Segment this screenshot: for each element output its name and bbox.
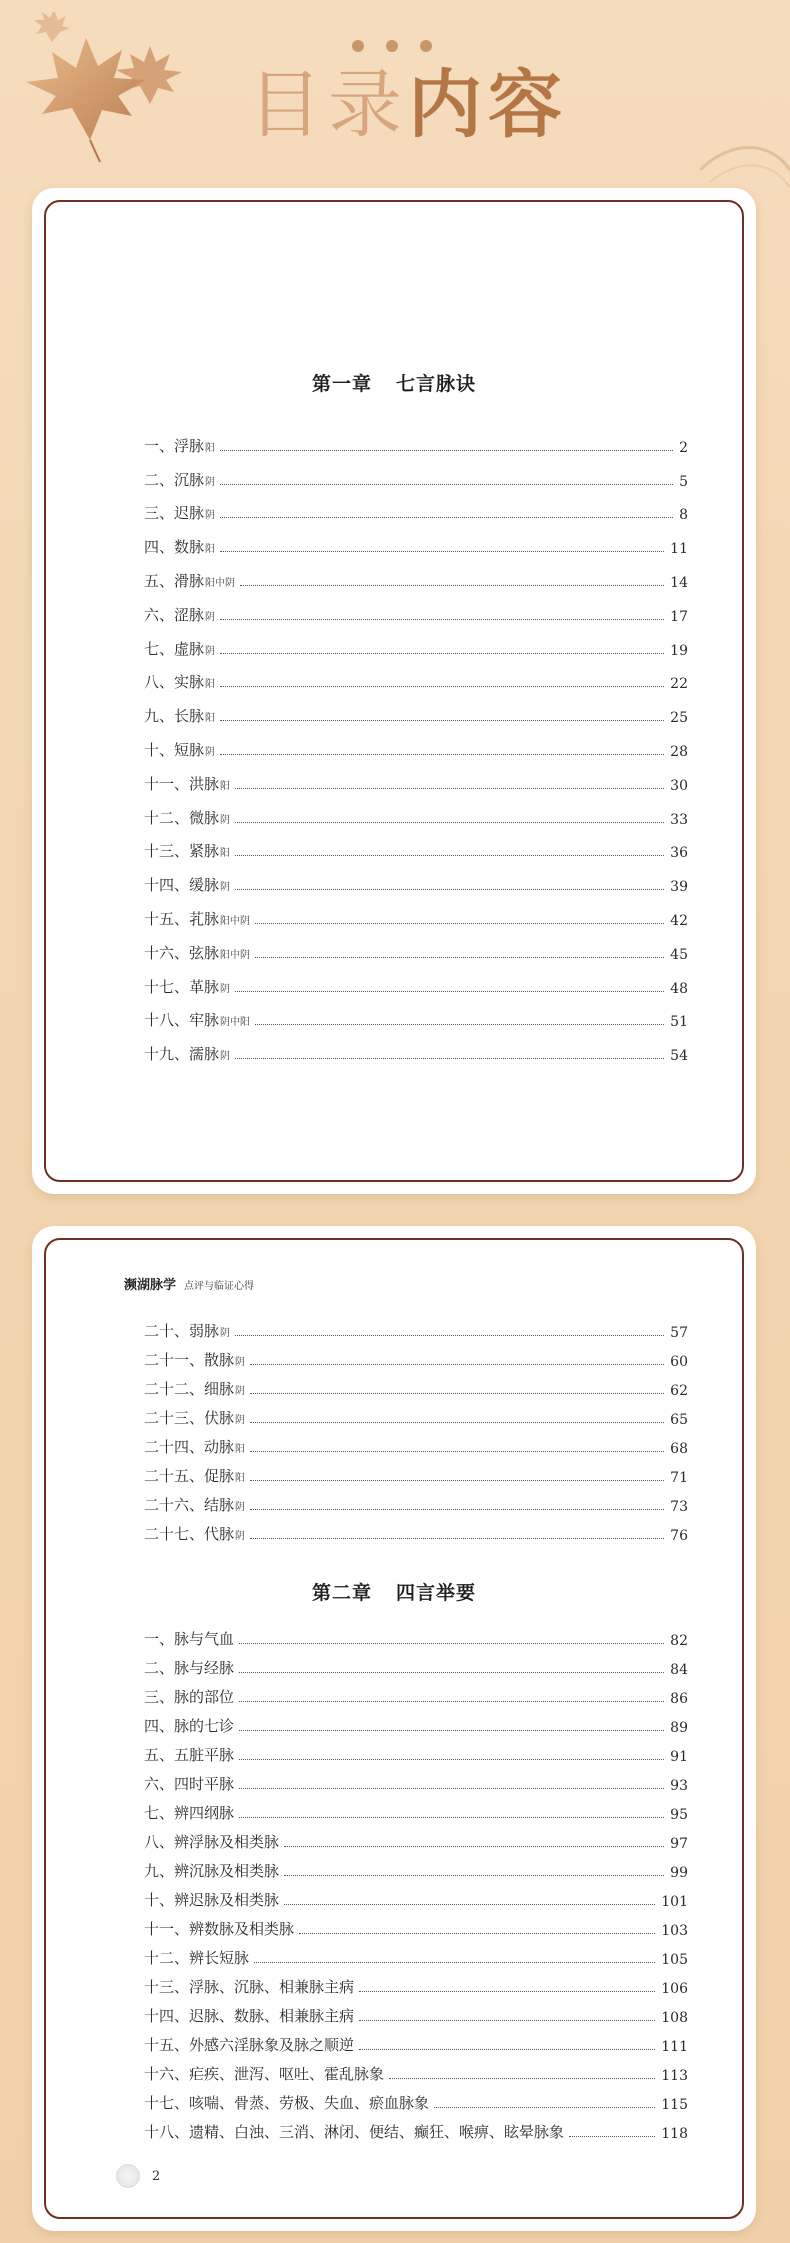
dot-leader [239, 1788, 664, 1789]
entry-page-number: 17 [670, 608, 688, 625]
entry-title-text: 六、四时平脉 [144, 1775, 235, 1793]
toc-entry[interactable] [144, 557, 688, 591]
entry-title-text: 十九、濡脉 [144, 1045, 220, 1064]
yin-yang-tag: 阳 [235, 1473, 246, 1484]
entry-title [144, 807, 230, 828]
entry-title-text: 九、长脉 [144, 707, 205, 726]
entry-title [144, 1378, 245, 1399]
dot-leader [359, 1991, 655, 1992]
toc-entry[interactable] [144, 1968, 688, 1997]
entry-page-number: 84 [670, 1662, 688, 1678]
entry-title [144, 1715, 234, 1736]
toc-entry[interactable] [144, 490, 688, 524]
entry-title [144, 2005, 354, 2026]
chapter-number: 第二章 [311, 1582, 372, 1604]
entry-title [144, 942, 250, 963]
entry-title [144, 1494, 245, 1515]
entry-title-text: 十四、缓脉 [144, 876, 220, 895]
entry-title-text: 十三、浮脉、沉脉、相兼脉主病 [144, 1978, 355, 1996]
entry-page-number: 57 [670, 1325, 688, 1341]
entry-title-text: 二十、弱脉 [144, 1322, 220, 1340]
entry-title [144, 435, 215, 456]
dot-leader [239, 1672, 664, 1673]
entry-title-text: 十五、芤脉 [144, 909, 220, 928]
dot-leader [239, 1643, 664, 1644]
toc-entry[interactable] [144, 1736, 688, 1765]
toc-entry[interactable] [144, 1515, 688, 1544]
entry-page-number: 73 [670, 1499, 688, 1515]
header-banner [0, 0, 790, 185]
yin-yang-tag: 阳 [205, 442, 216, 454]
entry-page-number: 99 [670, 1865, 688, 1881]
yin-yang-tag: 阴 [235, 1386, 246, 1397]
yin-yang-tag: 阳 [220, 780, 231, 792]
dot-leader [284, 1846, 664, 1847]
dot-leader [235, 1058, 664, 1059]
dot-icon [386, 40, 398, 52]
dot-leader [235, 788, 664, 789]
entry-title [144, 773, 230, 794]
toc-list [144, 1620, 688, 2142]
toc-entry[interactable] [144, 1707, 688, 1736]
entry-title-text: 一、浮脉 [144, 436, 205, 455]
toc-entry[interactable] [144, 692, 688, 726]
yin-yang-tag: 阴 [235, 1357, 246, 1368]
entry-title [144, 502, 215, 523]
entry-title-text: 二十四、动脉 [144, 1438, 235, 1456]
entry-page-number: 60 [670, 1354, 688, 1370]
toc-page-2 [32, 1226, 756, 2231]
entry-title [144, 976, 230, 997]
entry-page-number: 82 [670, 1633, 688, 1649]
dot-leader [220, 619, 664, 620]
toc-entry[interactable] [144, 523, 688, 557]
toc-entry[interactable] [144, 1794, 688, 1823]
entry-title [144, 469, 215, 490]
toc-entry[interactable] [144, 997, 688, 1031]
chapter-heading [32, 1578, 756, 1605]
entry-title-text: 十四、迟脉、数脉、相兼脉主病 [144, 2007, 355, 2025]
entry-title [144, 705, 215, 726]
entry-page-number: 93 [670, 1778, 688, 1794]
toc-entry[interactable] [144, 1852, 688, 1881]
entry-title [144, 1860, 279, 1881]
entry-title [144, 874, 230, 895]
entry-title [144, 2063, 384, 2084]
entry-page-number: 36 [670, 845, 688, 862]
entry-page-number: 65 [670, 1412, 688, 1428]
toc-entry[interactable] [144, 625, 688, 659]
yin-yang-tag: 阴 [205, 611, 216, 623]
maple-leaf-icon [12, 12, 202, 162]
entry-page-number: 28 [670, 743, 688, 760]
entry-title [144, 1349, 245, 1370]
dot-leader [255, 923, 664, 924]
dot-leader [220, 484, 673, 485]
dot-leader [235, 855, 664, 856]
entry-title-text: 五、五脏平脉 [144, 1746, 235, 1764]
entry-title-text: 九、辨沉脉及相类脉 [144, 1862, 280, 1880]
dot-icon [352, 40, 364, 52]
entry-page-number: 111 [661, 2039, 688, 2055]
entry-title [144, 739, 215, 760]
entry-title-text: 八、辨浮脉及相类脉 [144, 1833, 280, 1851]
toc-entry[interactable] [144, 1370, 688, 1399]
entry-title-text: 八、实脉 [144, 673, 205, 692]
entry-title-text: 十七、咳喘、骨蒸、劳极、失血、瘀血脉象 [144, 2094, 430, 2112]
toc-entry[interactable] [144, 1823, 688, 1852]
entry-page-number: 118 [661, 2126, 688, 2142]
entry-title [144, 2121, 564, 2142]
yin-yang-tag: 阴 [220, 882, 231, 894]
entry-page-number: 97 [670, 1836, 688, 1852]
entry-page-number: 39 [670, 879, 688, 896]
entry-page-number: 42 [670, 912, 688, 929]
toc-entry[interactable] [144, 1939, 688, 1968]
entry-title-text: 四、脉的七诊 [144, 1717, 235, 1735]
dot-leader [235, 1335, 664, 1336]
entry-title-text: 六、涩脉 [144, 605, 205, 624]
dot-leader [359, 2049, 655, 2050]
entry-title-text: 二十一、散脉 [144, 1351, 235, 1369]
entry-page-number: 105 [661, 1952, 688, 1968]
entry-title-text: 二十五、促脉 [144, 1467, 235, 1485]
entry-title-text: 十一、辨数脉及相类脉 [144, 1920, 295, 1938]
dot-leader [284, 1904, 655, 1905]
entry-page-number: 108 [661, 2010, 688, 2026]
entry-page-number: 25 [670, 710, 688, 727]
toc-entry[interactable] [144, 1341, 688, 1370]
entry-title-text: 十八、遗精、白浊、三消、淋闭、便结、癫狂、喉痹、眩晕脉象 [144, 2123, 565, 2141]
entry-title-text: 十六、疟疾、泄泻、呕吐、霍乱脉象 [144, 2065, 385, 2083]
dot-leader [255, 957, 664, 958]
yin-yang-tag: 阳 [235, 1444, 246, 1455]
entry-title [144, 1802, 234, 1823]
entry-page-number: 45 [670, 946, 688, 963]
decorative-dots [352, 40, 432, 52]
toc-entry[interactable] [144, 1620, 688, 1649]
yin-yang-tag: 阴 [220, 1328, 231, 1339]
title-bold: 内容 [408, 62, 568, 148]
entry-page-number: 86 [670, 1691, 688, 1707]
dot-leader [250, 1509, 664, 1510]
entry-title [144, 1465, 245, 1486]
entry-title-text: 十一、洪脉 [144, 774, 220, 793]
dot-leader [235, 822, 664, 823]
entry-title [144, 638, 215, 659]
dot-leader [250, 1538, 664, 1539]
entry-title-text: 二十三、伏脉 [144, 1409, 235, 1427]
entry-title [144, 1744, 234, 1765]
entry-title [144, 1831, 279, 1852]
entry-title-text: 二十二、细脉 [144, 1380, 235, 1398]
chapter-name: 七言脉诀 [396, 373, 477, 395]
toc-list [144, 422, 688, 1064]
dot-leader [250, 1422, 664, 1423]
toc-list [144, 1312, 688, 1544]
page-footer [116, 2164, 160, 2188]
yin-yang-tag: 阴 [220, 983, 231, 995]
entry-title-text: 三、迟脉 [144, 504, 205, 523]
dot-leader [235, 991, 664, 992]
yin-yang-tag: 阳 [205, 544, 216, 556]
entry-title [144, 536, 215, 557]
dot-leader [220, 653, 664, 654]
yin-yang-tag: 阴 [205, 476, 216, 488]
entry-page-number: 48 [670, 980, 688, 997]
toc-entry[interactable] [144, 726, 688, 760]
entry-title-text: 十七、革脉 [144, 977, 220, 996]
dot-leader [220, 754, 664, 755]
dot-leader [250, 1480, 664, 1481]
yin-yang-tag: 阴 [220, 1051, 231, 1063]
entry-page-number: 89 [670, 1720, 688, 1736]
dot-leader [299, 1933, 655, 1934]
book-subtitle: 点评与临证心得 [184, 1281, 255, 1292]
page-mark-icon [116, 2164, 140, 2188]
entry-title [144, 1407, 245, 1428]
toc-entry[interactable] [144, 422, 688, 456]
dot-leader [220, 450, 673, 451]
dot-leader [255, 1024, 664, 1025]
entry-title-text: 十、短脉 [144, 740, 205, 759]
entry-page-number: 76 [670, 1528, 688, 1544]
entry-title-text: 一、脉与气血 [144, 1630, 235, 1648]
entry-page-number: 22 [670, 676, 688, 693]
toc-entry[interactable] [144, 828, 688, 862]
entry-title-text: 二十六、结脉 [144, 1496, 235, 1514]
entry-title-text: 四、数脉 [144, 538, 205, 557]
chapter-name: 四言举要 [396, 1582, 477, 1604]
entry-title-text: 五、滑脉 [144, 571, 205, 590]
entry-page-number: 51 [670, 1014, 688, 1031]
entry-page-number: 54 [670, 1048, 688, 1065]
dot-leader [220, 517, 673, 518]
entry-page-number: 68 [670, 1441, 688, 1457]
dot-leader [220, 686, 664, 687]
toc-entry[interactable] [144, 659, 688, 693]
entry-title-text: 十二、辨长短脉 [144, 1949, 250, 1967]
toc-entry[interactable] [144, 2113, 688, 2142]
entry-page-number: 8 [679, 507, 688, 524]
entry-title-text: 二、沉脉 [144, 470, 205, 489]
entry-title [144, 1009, 250, 1030]
dot-leader [239, 1817, 664, 1818]
toc-entry[interactable] [144, 2084, 688, 2113]
dot-leader [254, 1962, 655, 1963]
entry-page-number: 113 [661, 2068, 688, 2084]
entry-page-number: 115 [661, 2097, 688, 2113]
entry-page-number: 103 [661, 1923, 688, 1939]
entry-title [144, 671, 215, 692]
dot-leader [359, 2020, 655, 2021]
entry-page-number: 14 [670, 574, 688, 591]
yin-yang-tag: 阳中阴 [220, 949, 251, 961]
entry-page-number: 106 [661, 1981, 688, 1997]
entry-page-number: 95 [670, 1807, 688, 1823]
book-title: 濒湖脉学 [124, 1278, 177, 1293]
yin-yang-tag: 阳中阴 [205, 577, 236, 589]
toc-entry[interactable] [144, 1428, 688, 1457]
chapter-heading [32, 369, 756, 396]
entry-title [144, 1976, 354, 1997]
entry-title [144, 1657, 234, 1678]
toc-entry[interactable] [144, 861, 688, 895]
toc-entry[interactable] [144, 1678, 688, 1707]
yin-yang-tag: 阴 [205, 746, 216, 758]
dot-leader [284, 1875, 664, 1876]
entry-title [144, 1320, 230, 1341]
toc-entry[interactable] [144, 1997, 688, 2026]
entry-title [144, 1043, 230, 1064]
entry-title [144, 2092, 429, 2113]
entry-title [144, 1889, 279, 1910]
yin-yang-tag: 阳 [205, 679, 216, 691]
entry-title-text: 七、辨四纲脉 [144, 1804, 235, 1822]
yin-yang-tag: 阳中阴 [220, 915, 251, 927]
entry-title [144, 604, 215, 625]
page-number: 2 [152, 2168, 161, 2184]
entry-title [144, 840, 230, 861]
running-header [124, 1274, 254, 1293]
entry-title [144, 1918, 294, 1939]
toc-page-1 [32, 188, 756, 1194]
yin-yang-tag: 阴 [205, 510, 216, 522]
dot-leader [240, 585, 664, 586]
toc-entry[interactable] [144, 1649, 688, 1678]
dot-leader [239, 1759, 664, 1760]
dot-leader [239, 1701, 664, 1702]
toc-entry[interactable] [144, 1881, 688, 1910]
toc-entry[interactable] [144, 1312, 688, 1341]
dot-leader [569, 2136, 655, 2137]
toc-entry[interactable] [144, 1030, 688, 1064]
entry-page-number: 91 [670, 1749, 688, 1765]
entry-page-number: 2 [679, 439, 688, 456]
yin-yang-tag: 阴 [235, 1502, 246, 1513]
yin-yang-tag: 阳 [220, 848, 231, 860]
toc-entry[interactable] [144, 591, 688, 625]
toc-entry[interactable] [144, 1765, 688, 1794]
entry-page-number: 62 [670, 1383, 688, 1399]
toc-entry[interactable] [144, 2026, 688, 2055]
entry-page-number: 30 [670, 777, 688, 794]
page-title [248, 62, 568, 148]
entry-title [144, 2034, 354, 2055]
yin-yang-tag: 阴 [205, 645, 216, 657]
chapter-number: 第一章 [311, 373, 372, 395]
entry-title-text: 十二、微脉 [144, 808, 220, 827]
entry-title [144, 1773, 234, 1794]
toc-entry[interactable] [144, 1457, 688, 1486]
entry-title [144, 1947, 249, 1968]
dot-leader [250, 1393, 664, 1394]
toc-entry[interactable] [144, 1910, 688, 1939]
entry-title-text: 二十七、代脉 [144, 1525, 235, 1543]
toc-entry[interactable] [144, 794, 688, 828]
dot-leader [220, 551, 664, 552]
toc-entry[interactable] [144, 895, 688, 929]
entry-title-text: 十六、弦脉 [144, 943, 220, 962]
dot-leader [250, 1451, 664, 1452]
entry-title-text: 七、虚脉 [144, 639, 205, 658]
dot-leader [434, 2107, 655, 2108]
toc-entry[interactable] [144, 929, 688, 963]
toc-entry[interactable] [144, 1399, 688, 1428]
dot-leader [250, 1364, 664, 1365]
entry-title-text: 十、辨迟脉及相类脉 [144, 1891, 280, 1909]
toc-entry[interactable] [144, 1486, 688, 1515]
dot-leader [220, 720, 664, 721]
dot-leader [239, 1730, 664, 1731]
entry-title [144, 1686, 234, 1707]
entry-title [144, 1628, 234, 1649]
dot-icon [420, 40, 432, 52]
entry-title-text: 十三、紧脉 [144, 842, 220, 861]
entry-title-text: 十五、外感六淫脉象及脉之顺逆 [144, 2036, 355, 2054]
entry-title-text: 三、脉的部位 [144, 1688, 235, 1706]
yin-yang-tag: 阴中阳 [220, 1017, 251, 1029]
entry-page-number: 33 [670, 811, 688, 828]
title-light: 目录 [248, 62, 408, 148]
entry-page-number: 71 [670, 1470, 688, 1486]
dot-leader [389, 2078, 655, 2079]
entry-page-number: 19 [670, 642, 688, 659]
entry-page-number: 11 [670, 541, 688, 558]
yin-yang-tag: 阴 [220, 814, 231, 826]
toc-entry[interactable] [144, 963, 688, 997]
entry-title-text: 十八、牢脉 [144, 1011, 220, 1030]
toc-entry[interactable] [144, 2055, 688, 2084]
yin-yang-tag: 阴 [235, 1415, 246, 1426]
toc-entry[interactable] [144, 456, 688, 490]
entry-title-text: 二、脉与经脉 [144, 1659, 235, 1677]
entry-page-number: 101 [661, 1894, 688, 1910]
entry-title [144, 1523, 245, 1544]
entry-title [144, 908, 250, 929]
dot-leader [235, 889, 664, 890]
yin-yang-tag: 阴 [235, 1531, 246, 1542]
entry-title [144, 570, 235, 591]
toc-entry[interactable] [144, 760, 688, 794]
yin-yang-tag: 阳 [205, 713, 216, 725]
entry-title [144, 1436, 245, 1457]
entry-page-number: 5 [679, 473, 688, 490]
